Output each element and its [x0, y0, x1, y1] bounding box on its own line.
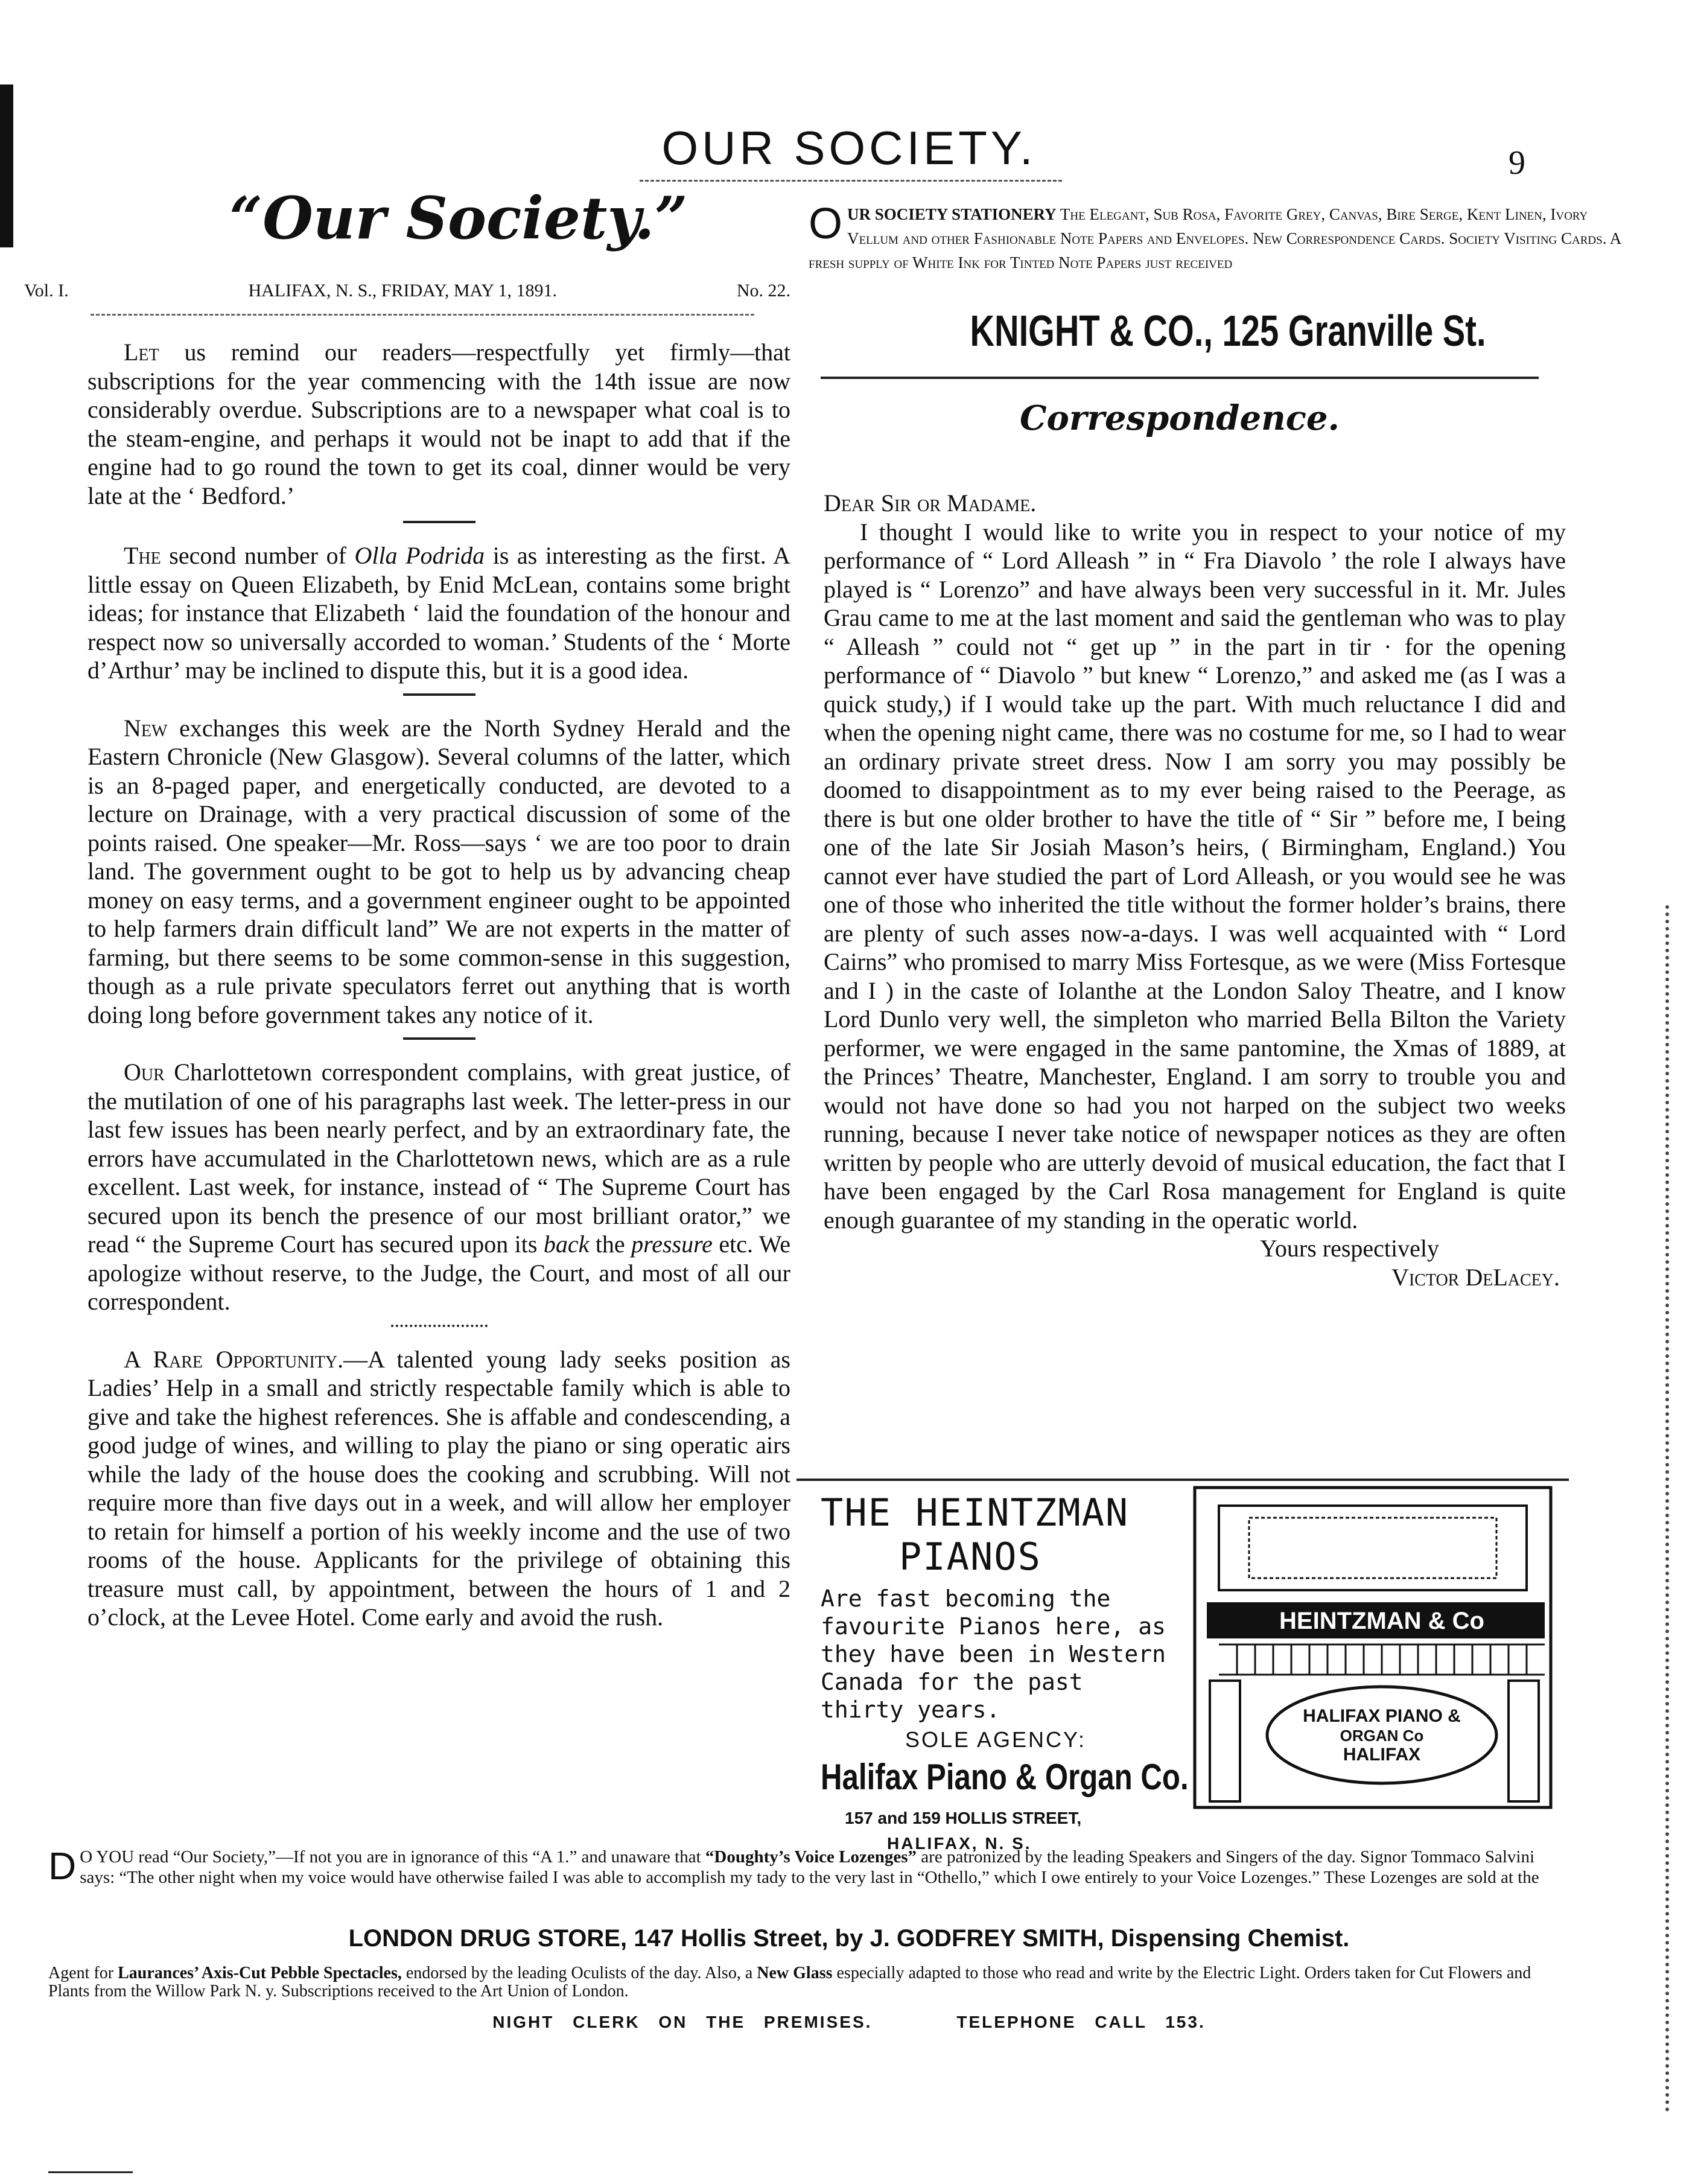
piano-address: 157 and 159 HOLLIS STREET, — [845, 1809, 1082, 1827]
london-drug-store: LONDON DRUG STORE, 147 Hollis Street, by J. GODFREY SMITH, Dispensing Chemist. — [348, 1925, 1350, 1952]
piano-ad-title: THE HEINTZMAN — [821, 1491, 1130, 1535]
italic-text: pressure — [631, 1230, 713, 1258]
correspondence-title: Correspondence. — [1019, 398, 1340, 438]
divider — [391, 1325, 488, 1327]
divider — [403, 521, 475, 523]
paragraph-text: —A talented young lady seeks position as Ladies’ Help in a small and strictly respectable family which is able to give and take the highest references. She is affable and condescending, a good judge of wines, and willing to play the piano or sing operatic airs while the lady of the house does the cooking and scrubbing. Will not require more than five days out in a week, and will allow her employer to retain for himself a portion of his weekly income and the use of two rooms of the house. Applicants for the privilege of obtaining this treasure must call, by appointment, between the hours of 1 and 2 o’clock, at the Levee Hotel. Come early and avoid the rush. — [87, 1345, 790, 1631]
ad-text: Agent for — [48, 1964, 118, 1982]
drop-cap: D — [48, 1844, 77, 1888]
piano-ad-body: Are fast becoming the favourite Pianos here, as they have been in Western Canada for the past thirty years. — [821, 1585, 1166, 1723]
correspondence-column — [824, 489, 1566, 1291]
page-edge-specks — [1665, 905, 1687, 2112]
telephone: TELEPHONE CALL 153. — [956, 2013, 1206, 2031]
piano-ad-title: PIANOS — [899, 1535, 1041, 1579]
halifax-piano-firm: Halifax Piano & Organ Co. — [821, 1757, 1189, 1797]
night-clerk-line — [0, 2013, 1698, 2032]
upright-piano-illustration — [1183, 1482, 1575, 1819]
header-rule — [640, 180, 1062, 182]
letter-closing: Yours respectively — [1259, 1235, 1439, 1262]
italic-text: back — [543, 1230, 590, 1258]
paragraph-text: second number of — [161, 542, 355, 569]
paragraph-text: the — [589, 1230, 632, 1258]
lozenges-ad — [48, 1844, 1551, 1888]
lead-word: New — [124, 714, 168, 742]
drop-cap: O — [809, 200, 843, 248]
footer-rule — [48, 2171, 133, 2173]
issue-number: No. 22. — [736, 281, 790, 301]
lead-word: The — [124, 542, 161, 569]
stationery-heading: UR SOCIETY STATIONERY — [847, 205, 1057, 223]
paragraph-olla-podrida — [87, 541, 790, 685]
masthead-rule — [91, 314, 754, 316]
piano-ad — [821, 1491, 1189, 1853]
piano-nameboard: HEINTZMAN & Co — [1279, 1608, 1484, 1634]
lead-word: A Rare Opportunity. — [124, 1345, 344, 1373]
letter-body: I thought I would like to write you in respect to your notice of my performance of “ Lord Alleash ” in “ Fra Diavolo ’ the role I always have played is “ Lorenzo” and have always been very successful in it. Mr. Jules Grau came to me at the last moment and said the gentleman who was to play “ Alleash ” could not “ get up ” in the part in tir · for the opening performance of “ Diavolo ” but knew “ Lorenzo,” and asked me (as I was a quick study,) if I would take up the part. With much reluctance I did and when the opening night came, there was no costume for me, so I had to wear an ordinary private street dress. Now I am sorry you may possibly be doomed to disappointment as to my ever being raised to the Peerage, as there is but one older brother to have the title of “ Sir ” before me, I being one of the late Sir Josiah Mason’s heirs, ( Birmingham, England.) You cannot ever have studied the part of Lord Alleash, or you would see he was one of those who inherited the title without the former holder’s brains, there are plenty of such asses now-a-days. I was well acquainted with “ Lord Cairns” who promised to marry Miss Fortesque, as we were (Miss Fortesque and I ) in the caste of Iolanthe at the London Saloy Theatre, and I know Lord Dunlo very well, the simpleton who married Bella Bilton the Variety performer, we were engaged in the same pantomine, the Xmas of 1889, at the Princes’ Theatre, Manchester, England. I am sorry to trouble you and would not have done so had you not harped on the subject two weeks running, because I never take notice of newspaper notices as they are often written by people who are utterly devoid of musical education, the fact that I have been engaged by the Carl Rosa management for England is quite enough guarantee of my standing in the operatic world. — [824, 518, 1566, 1234]
ad-text: are patronized by the leading Speakers and Singers of the day. Signor Tommaco Salvini says: “The other night when my voice would have otherwise failed I was able to accomplish my tady to the very last in “Othello,” which I owe entirely to your Voice Lozenges.” These Lozenges are sold at the — [80, 1847, 1539, 1887]
piano-plaque-line: HALIFAX PIANO & — [1303, 1706, 1461, 1726]
page-number: 9 — [1509, 144, 1525, 182]
paragraph-subscriptions — [87, 338, 790, 510]
divider — [403, 1037, 475, 1040]
left-column — [87, 338, 790, 1632]
lead-word: Our — [124, 1059, 165, 1086]
lead-word: Let — [124, 339, 159, 366]
salutation: Dear Sir or Madame. — [824, 489, 1037, 517]
piano-city: HALIFAX, N. S. — [887, 1834, 1032, 1853]
masthead-title: “Our Society.” — [229, 184, 688, 252]
spectacles-ad — [48, 1964, 1551, 2001]
volume-number: Vol. I. — [24, 281, 69, 301]
paragraph-exchanges — [87, 714, 790, 1030]
ad-text: especially adapted to those who read and write by the Electric Light. Orders taken for Cut Flowers and Plants from the Willow Park N. y. Subscriptions received to the Art Union of London. — [48, 1964, 1531, 2001]
ad-text: endorsed by the leading Oculists of the day. Also, a — [401, 1964, 757, 1982]
ad-bold-text: Laurances’ Axis-Cut Pebble Spectacles, — [118, 1964, 402, 1982]
stationery-text: The Elegant, Sub Rosa, Favorite Grey, Canvas, Bire Serge, Kent Linen, Ivory Vellum and other Fashionable Note Papers and Envelopes. New Correspondence Cards. Society Visiting Cards. A fresh supply of White Ink for Tinted Note Papers just received — [809, 205, 1621, 272]
ad-bold-text: New Glass — [757, 1964, 833, 1982]
ad-bold-text: “Doughty’s Voice Lozenges” — [705, 1847, 917, 1867]
paragraph-text: etc. We apologize without reserve, to the Judge, the Court, and most of all our correspondent. — [87, 1230, 790, 1315]
paragraph-text: Charlottetown correspondent complains, with great justice, of the mutilation of one of his paragraphs last week. The letter-press in our last few issues has been nearly perfect, and by an extraordinary fate, the errors have accumulated in the Charlottetown news, which are as a rule excellent. Last week, for instance, instead of “ The Supreme Court has secured upon its bench the presence of our most brilliant orator,” we read “ the Supreme Court has secured upon its — [87, 1059, 790, 1258]
running-title: OUR SOCIETY. — [661, 121, 1037, 174]
masthead-volume-line — [24, 281, 790, 301]
italic-text: Olla Podrida — [354, 542, 485, 569]
letter-signature: Victor DeLacey. — [1391, 1263, 1560, 1291]
column-rule — [821, 377, 1539, 379]
paragraph-rare-opportunity — [87, 1345, 790, 1632]
knight-and-co: KNIGHT & CO., 125 Granville St. — [970, 307, 1486, 355]
stationery-ad — [809, 202, 1641, 275]
paragraph-text: is as interesting as the first. A little essay on Queen Elizabeth, by Enid McLean, contains some bright ideas; for instance that Elizabeth ‘ laid the foundation of the honour and respect now so universally accorded to woman.’ Students of the ‘ Morte d’Arthur’ may be inclined to dispute this, but it is a good idea. — [87, 542, 790, 684]
ad-text: O YOU read “Our Society,”—If not you are in ignorance of this “A 1.” and unaware that — [80, 1847, 705, 1867]
sole-agency: SOLE AGENCY: — [905, 1727, 1087, 1752]
paragraph-charlottetown — [87, 1058, 790, 1316]
piano-plaque-line: HALIFAX — [1343, 1745, 1421, 1765]
piano-plaque-line: ORGAN Co — [1340, 1727, 1424, 1745]
night-clerk: NIGHT CLERK ON THE PREMISES. — [492, 2013, 873, 2031]
divider — [403, 693, 475, 696]
paragraph-text: us remind our readers—respectfully yet firmly—that subscriptions for the year commencing with the 14th issue are now considerably overdue. Subscriptions are to a newspaper what coal is to the steam-engine, and perhaps it would not be inapt to add that if the engine had to go round the town to get its coal, dinner would be very late at the ‘ Bedford.’ — [87, 339, 790, 509]
paragraph-text: exchanges this week are the North Sydney Herald and the Eastern Chronicle (New Glasgow). Several columns of the latter, which is an 8-paged paper, and energetically conducted, are devoted to a lecture on Drainage, with a very practical discussion of some of the points raised. One speaker—Mr. Ross—says ‘ we are too poor to drain land. The government ought to be got to help us by advancing cheap money on easy terms, and a government engineer ought to be appointed to help farmers drain difficult land” We are not experts in the matter of farming, but there seems to be some common-sense in this suggestion, though as a rule private speculators ferret out anything that is worth doing long before government takes any notice of it. — [87, 714, 790, 1028]
dateline: HALIFAX, N. S., FRIDAY, MAY 1, 1891. — [248, 281, 557, 301]
